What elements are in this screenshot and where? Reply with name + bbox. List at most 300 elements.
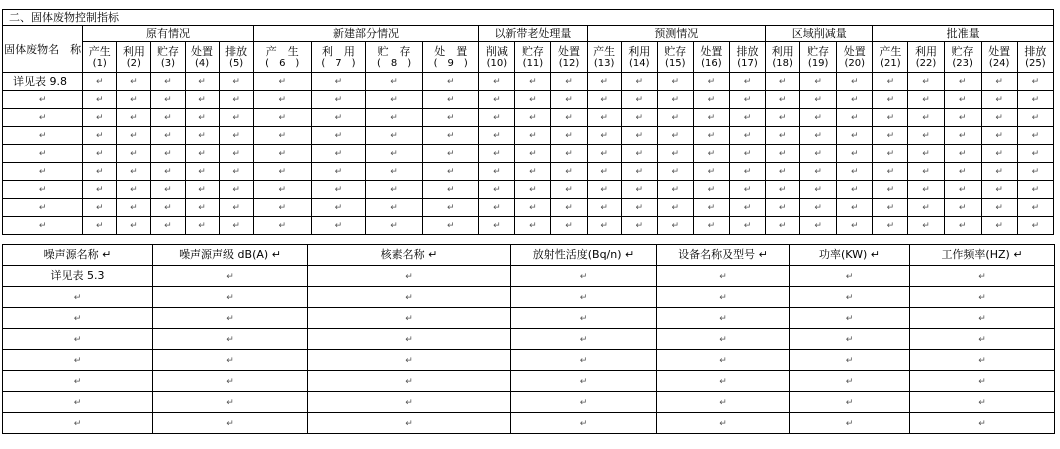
value-cell[interactable]	[944, 73, 981, 91]
value-cell[interactable]	[981, 109, 1017, 127]
value-cell[interactable]	[185, 145, 219, 163]
value-cell[interactable]	[83, 145, 117, 163]
value-cell[interactable]	[311, 163, 365, 181]
value-cell[interactable]	[657, 91, 693, 109]
value-cell[interactable]	[766, 217, 800, 235]
value-cell[interactable]	[423, 109, 479, 127]
paragraph-mark: ↵	[226, 313, 234, 324]
value-cell[interactable]	[657, 287, 790, 308]
value-cell[interactable]	[981, 73, 1017, 91]
value-cell[interactable]	[766, 145, 800, 163]
value-cell[interactable]	[657, 217, 693, 235]
value-cell[interactable]	[423, 181, 479, 199]
value-cell[interactable]	[873, 109, 908, 127]
value-cell[interactable]	[515, 73, 551, 91]
value-cell[interactable]	[511, 287, 657, 308]
paragraph-mark: ↵	[635, 185, 643, 195]
value-cell[interactable]	[219, 73, 253, 91]
value-cell[interactable]	[1017, 181, 1053, 199]
value-cell[interactable]	[219, 91, 253, 109]
value-cell[interactable]	[729, 181, 765, 199]
value-cell[interactable]	[621, 145, 657, 163]
value-cell[interactable]	[800, 163, 837, 181]
noise-source-cell[interactable]	[3, 308, 153, 329]
value-cell[interactable]	[185, 73, 219, 91]
value-cell[interactable]	[657, 163, 693, 181]
value-cell[interactable]	[551, 199, 587, 217]
value-cell[interactable]	[944, 91, 981, 109]
value-cell[interactable]	[153, 266, 308, 287]
value-cell[interactable]	[515, 127, 551, 145]
value-cell[interactable]	[729, 127, 765, 145]
value-cell[interactable]	[657, 371, 790, 392]
value-cell[interactable]	[910, 413, 1055, 434]
value-cell[interactable]	[551, 217, 587, 235]
noise-source-cell[interactable]	[3, 350, 153, 371]
value-cell[interactable]	[944, 127, 981, 145]
value-cell[interactable]	[365, 109, 422, 127]
value-cell[interactable]	[587, 181, 621, 199]
value-cell[interactable]	[621, 91, 657, 109]
waste-name-cell[interactable]	[3, 181, 83, 199]
value-cell[interactable]	[311, 199, 365, 217]
value-cell[interactable]	[185, 91, 219, 109]
value-cell[interactable]	[219, 181, 253, 199]
value-cell[interactable]	[657, 145, 693, 163]
value-cell[interactable]	[657, 308, 790, 329]
value-cell[interactable]	[908, 91, 944, 109]
value-cell[interactable]	[551, 163, 587, 181]
value-cell[interactable]	[479, 199, 515, 217]
value-cell[interactable]	[311, 181, 365, 199]
value-cell[interactable]	[365, 127, 422, 145]
value-cell[interactable]	[423, 217, 479, 235]
value-cell[interactable]	[693, 109, 729, 127]
waste-name-cell[interactable]	[3, 145, 83, 163]
noise-source-cell[interactable]	[3, 287, 153, 308]
value-cell[interactable]	[311, 145, 365, 163]
value-cell[interactable]	[515, 91, 551, 109]
waste-name-cell[interactable]	[3, 217, 83, 235]
value-cell[interactable]	[151, 91, 185, 109]
value-cell[interactable]	[657, 199, 693, 217]
value-cell[interactable]	[621, 127, 657, 145]
value-cell[interactable]	[766, 181, 800, 199]
value-cell[interactable]	[365, 145, 422, 163]
value-cell[interactable]	[511, 350, 657, 371]
value-cell[interactable]	[511, 308, 657, 329]
value-cell[interactable]	[800, 199, 837, 217]
value-cell[interactable]	[837, 199, 873, 217]
value-cell[interactable]	[873, 181, 908, 199]
value-cell[interactable]	[365, 199, 422, 217]
value-cell[interactable]	[151, 163, 185, 181]
value-cell[interactable]	[253, 163, 311, 181]
value-cell[interactable]	[910, 287, 1055, 308]
value-cell[interactable]	[873, 217, 908, 235]
paragraph-mark: ↵	[778, 167, 787, 177]
value-cell[interactable]	[83, 91, 117, 109]
value-cell[interactable]	[479, 109, 515, 127]
value-cell[interactable]	[729, 91, 765, 109]
value-cell[interactable]	[1017, 73, 1053, 91]
value-cell[interactable]	[837, 217, 873, 235]
noise-source-cell[interactable]	[3, 413, 153, 434]
value-cell[interactable]	[910, 392, 1055, 413]
paragraph-mark: ↵	[671, 149, 680, 159]
value-cell[interactable]	[253, 217, 311, 235]
value-cell[interactable]	[311, 91, 365, 109]
value-cell[interactable]	[1017, 163, 1053, 181]
value-cell[interactable]	[657, 73, 693, 91]
value-cell[interactable]	[621, 109, 657, 127]
table-row	[3, 287, 1055, 308]
value-cell[interactable]	[1017, 109, 1053, 127]
value-cell[interactable]	[253, 145, 311, 163]
value-cell[interactable]	[944, 217, 981, 235]
value-cell[interactable]	[308, 392, 511, 413]
value-cell[interactable]	[873, 145, 908, 163]
value-cell[interactable]	[587, 73, 621, 91]
value-cell[interactable]	[153, 413, 308, 434]
value-cell[interactable]	[693, 217, 729, 235]
value-cell[interactable]	[837, 73, 873, 91]
value-cell[interactable]	[981, 163, 1017, 181]
value-cell[interactable]	[621, 199, 657, 217]
noise-source-cell[interactable]	[3, 392, 153, 413]
value-cell[interactable]	[837, 163, 873, 181]
value-cell[interactable]	[219, 127, 253, 145]
value-cell[interactable]	[910, 371, 1055, 392]
value-cell[interactable]	[219, 199, 253, 217]
value-cell[interactable]	[910, 308, 1055, 329]
value-cell[interactable]	[423, 163, 479, 181]
value-cell[interactable]	[117, 109, 151, 127]
value-cell[interactable]	[944, 163, 981, 181]
value-cell[interactable]	[800, 91, 837, 109]
value-cell[interactable]	[308, 371, 511, 392]
value-cell[interactable]	[365, 73, 422, 91]
value-cell[interactable]	[873, 199, 908, 217]
value-cell[interactable]	[117, 73, 151, 91]
value-cell[interactable]	[693, 145, 729, 163]
value-cell[interactable]	[311, 217, 365, 235]
value-cell[interactable]	[153, 371, 308, 392]
value-cell[interactable]	[587, 91, 621, 109]
value-cell[interactable]	[185, 109, 219, 127]
value-cell[interactable]	[308, 266, 511, 287]
value-cell[interactable]	[515, 181, 551, 199]
value-cell[interactable]	[800, 109, 837, 127]
value-cell[interactable]	[587, 109, 621, 127]
value-cell[interactable]	[800, 217, 837, 235]
value-cell[interactable]	[910, 266, 1055, 287]
value-cell[interactable]	[910, 350, 1055, 371]
value-cell[interactable]	[981, 91, 1017, 109]
value-cell[interactable]	[800, 73, 837, 91]
paragraph-mark: ↵	[232, 131, 240, 141]
value-cell[interactable]	[117, 181, 151, 199]
value-cell[interactable]	[1017, 127, 1053, 145]
value-cell[interactable]	[511, 413, 657, 434]
value-cell[interactable]	[908, 181, 944, 199]
value-cell[interactable]	[657, 181, 693, 199]
value-cell[interactable]	[117, 91, 151, 109]
value-cell[interactable]	[365, 91, 422, 109]
value-cell[interactable]	[308, 308, 511, 329]
value-cell[interactable]	[83, 217, 117, 235]
value-cell[interactable]	[311, 109, 365, 127]
value-cell[interactable]	[837, 127, 873, 145]
value-cell[interactable]	[657, 109, 693, 127]
value-cell[interactable]	[511, 329, 657, 350]
value-cell[interactable]	[981, 217, 1017, 235]
value-cell[interactable]	[873, 163, 908, 181]
value-cell[interactable]	[253, 91, 311, 109]
value-cell[interactable]	[551, 73, 587, 91]
value-cell[interactable]	[423, 199, 479, 217]
value-cell[interactable]	[151, 127, 185, 145]
value-cell[interactable]	[479, 145, 515, 163]
value-cell[interactable]	[551, 109, 587, 127]
value-cell[interactable]	[837, 145, 873, 163]
value-cell[interactable]	[800, 127, 837, 145]
value-cell[interactable]	[657, 413, 790, 434]
value-cell[interactable]	[908, 163, 944, 181]
value-cell[interactable]	[253, 127, 311, 145]
noise-source-cell[interactable]	[3, 329, 153, 350]
value-cell[interactable]	[253, 199, 311, 217]
value-cell[interactable]	[551, 127, 587, 145]
paragraph-mark: ↵	[719, 334, 727, 345]
value-cell[interactable]	[944, 145, 981, 163]
value-cell[interactable]	[657, 350, 790, 371]
value-cell[interactable]	[766, 73, 800, 91]
value-cell[interactable]	[837, 91, 873, 109]
value-cell[interactable]	[151, 199, 185, 217]
value-cell[interactable]	[153, 308, 308, 329]
value-cell[interactable]	[151, 217, 185, 235]
value-cell[interactable]	[873, 91, 908, 109]
value-cell[interactable]	[551, 91, 587, 109]
value-cell[interactable]	[479, 73, 515, 91]
value-cell[interactable]	[657, 127, 693, 145]
value-cell[interactable]	[693, 181, 729, 199]
value-cell[interactable]	[729, 217, 765, 235]
value-cell[interactable]	[790, 371, 910, 392]
value-cell[interactable]	[693, 91, 729, 109]
value-cell[interactable]	[729, 163, 765, 181]
value-cell[interactable]	[219, 109, 253, 127]
value-cell[interactable]	[423, 145, 479, 163]
paragraph-mark: ↵	[232, 77, 240, 87]
value-cell[interactable]	[117, 163, 151, 181]
value-cell[interactable]	[621, 181, 657, 199]
value-cell[interactable]	[766, 109, 800, 127]
value-cell[interactable]	[910, 329, 1055, 350]
value-cell[interactable]	[153, 287, 308, 308]
value-cell[interactable]	[423, 127, 479, 145]
value-cell[interactable]	[423, 73, 479, 91]
value-cell[interactable]	[253, 181, 311, 199]
value-cell[interactable]	[981, 127, 1017, 145]
paragraph-mark: ↵	[778, 95, 787, 105]
value-cell[interactable]	[981, 145, 1017, 163]
value-cell[interactable]	[219, 217, 253, 235]
value-cell[interactable]	[511, 266, 657, 287]
value-cell[interactable]	[587, 163, 621, 181]
value-cell[interactable]	[908, 109, 944, 127]
value-cell[interactable]	[83, 163, 117, 181]
value-cell[interactable]	[515, 199, 551, 217]
value-cell[interactable]	[790, 308, 910, 329]
value-cell[interactable]	[83, 199, 117, 217]
value-cell[interactable]	[83, 73, 117, 91]
value-cell[interactable]	[657, 266, 790, 287]
value-cell[interactable]	[790, 413, 910, 434]
value-cell[interactable]	[151, 109, 185, 127]
value-cell[interactable]	[693, 199, 729, 217]
value-cell[interactable]	[515, 217, 551, 235]
value-cell[interactable]	[1017, 199, 1053, 217]
value-cell[interactable]	[621, 217, 657, 235]
value-cell[interactable]	[185, 163, 219, 181]
value-cell[interactable]	[365, 163, 422, 181]
value-cell[interactable]	[83, 109, 117, 127]
value-cell[interactable]	[766, 163, 800, 181]
value-cell[interactable]	[117, 127, 151, 145]
value-cell[interactable]	[587, 145, 621, 163]
value-cell[interactable]	[873, 127, 908, 145]
value-cell[interactable]	[729, 199, 765, 217]
waste-name-cell[interactable]	[3, 163, 83, 181]
value-cell[interactable]	[479, 127, 515, 145]
waste-name-cell[interactable]	[3, 127, 83, 145]
value-cell[interactable]	[308, 329, 511, 350]
noise-source-cell[interactable]: 详见表 5.3	[3, 266, 153, 287]
value-cell[interactable]	[253, 109, 311, 127]
value-cell[interactable]	[185, 127, 219, 145]
value-cell[interactable]	[766, 127, 800, 145]
value-cell[interactable]	[153, 329, 308, 350]
value-cell[interactable]	[981, 199, 1017, 217]
value-cell[interactable]	[479, 181, 515, 199]
value-cell[interactable]	[365, 181, 422, 199]
value-cell[interactable]	[515, 145, 551, 163]
value-cell[interactable]	[873, 73, 908, 91]
value-cell[interactable]	[766, 91, 800, 109]
value-cell[interactable]	[1017, 91, 1053, 109]
value-cell[interactable]	[153, 392, 308, 413]
value-cell[interactable]	[515, 163, 551, 181]
value-cell[interactable]	[151, 181, 185, 199]
value-cell[interactable]	[83, 181, 117, 199]
value-cell[interactable]	[944, 199, 981, 217]
value-cell[interactable]	[311, 127, 365, 145]
value-cell[interactable]	[151, 73, 185, 91]
paragraph-mark: ↵	[743, 167, 752, 177]
value-cell[interactable]	[729, 145, 765, 163]
value-cell[interactable]	[185, 199, 219, 217]
value-cell[interactable]	[117, 199, 151, 217]
value-cell[interactable]	[693, 163, 729, 181]
value-cell[interactable]	[790, 287, 910, 308]
value-cell[interactable]	[479, 91, 515, 109]
value-cell[interactable]	[479, 163, 515, 181]
waste-name-cell[interactable]	[3, 199, 83, 217]
value-cell[interactable]	[308, 350, 511, 371]
value-cell[interactable]	[944, 181, 981, 199]
value-cell[interactable]	[693, 73, 729, 91]
value-cell[interactable]	[308, 413, 511, 434]
value-cell[interactable]	[908, 145, 944, 163]
waste-name-cell[interactable]	[3, 109, 83, 127]
value-cell[interactable]	[693, 127, 729, 145]
value-cell[interactable]	[800, 145, 837, 163]
value-cell[interactable]	[219, 163, 253, 181]
value-cell[interactable]	[837, 109, 873, 127]
value-cell[interactable]	[185, 181, 219, 199]
value-cell[interactable]	[790, 329, 910, 350]
value-cell[interactable]	[515, 109, 551, 127]
waste-name-cell[interactable]	[3, 91, 83, 109]
value-cell[interactable]	[587, 127, 621, 145]
noise-source-cell[interactable]	[3, 371, 153, 392]
value-cell[interactable]	[790, 392, 910, 413]
value-cell[interactable]	[219, 145, 253, 163]
waste-name-cell[interactable]: 详见表 9.8	[3, 73, 83, 91]
value-cell[interactable]	[153, 350, 308, 371]
value-cell[interactable]	[511, 371, 657, 392]
value-cell[interactable]	[117, 217, 151, 235]
value-cell[interactable]	[621, 163, 657, 181]
value-cell[interactable]	[479, 217, 515, 235]
value-cell[interactable]	[365, 217, 422, 235]
value-cell[interactable]	[729, 73, 765, 91]
value-cell[interactable]	[790, 350, 910, 371]
value-cell[interactable]	[837, 181, 873, 199]
value-cell[interactable]	[908, 217, 944, 235]
value-cell[interactable]	[551, 145, 587, 163]
value-cell[interactable]	[253, 73, 311, 91]
value-cell[interactable]	[800, 181, 837, 199]
value-cell[interactable]	[908, 127, 944, 145]
value-cell[interactable]	[1017, 145, 1053, 163]
value-cell[interactable]	[83, 127, 117, 145]
value-cell[interactable]	[423, 91, 479, 109]
value-cell[interactable]	[311, 73, 365, 91]
value-cell[interactable]	[1017, 217, 1053, 235]
value-cell[interactable]	[944, 109, 981, 127]
value-cell[interactable]	[908, 73, 944, 91]
value-cell[interactable]	[729, 109, 765, 127]
value-cell[interactable]	[621, 73, 657, 91]
value-cell[interactable]	[790, 266, 910, 287]
value-cell[interactable]	[587, 199, 621, 217]
value-cell[interactable]	[657, 329, 790, 350]
value-cell[interactable]	[151, 145, 185, 163]
value-cell[interactable]	[117, 145, 151, 163]
value-cell[interactable]	[511, 392, 657, 413]
value-cell[interactable]	[981, 181, 1017, 199]
value-cell[interactable]	[657, 392, 790, 413]
value-cell[interactable]	[308, 287, 511, 308]
value-cell[interactable]	[766, 199, 800, 217]
value-cell[interactable]	[551, 181, 587, 199]
value-cell[interactable]	[587, 217, 621, 235]
value-cell[interactable]	[908, 199, 944, 217]
value-cell[interactable]	[185, 217, 219, 235]
